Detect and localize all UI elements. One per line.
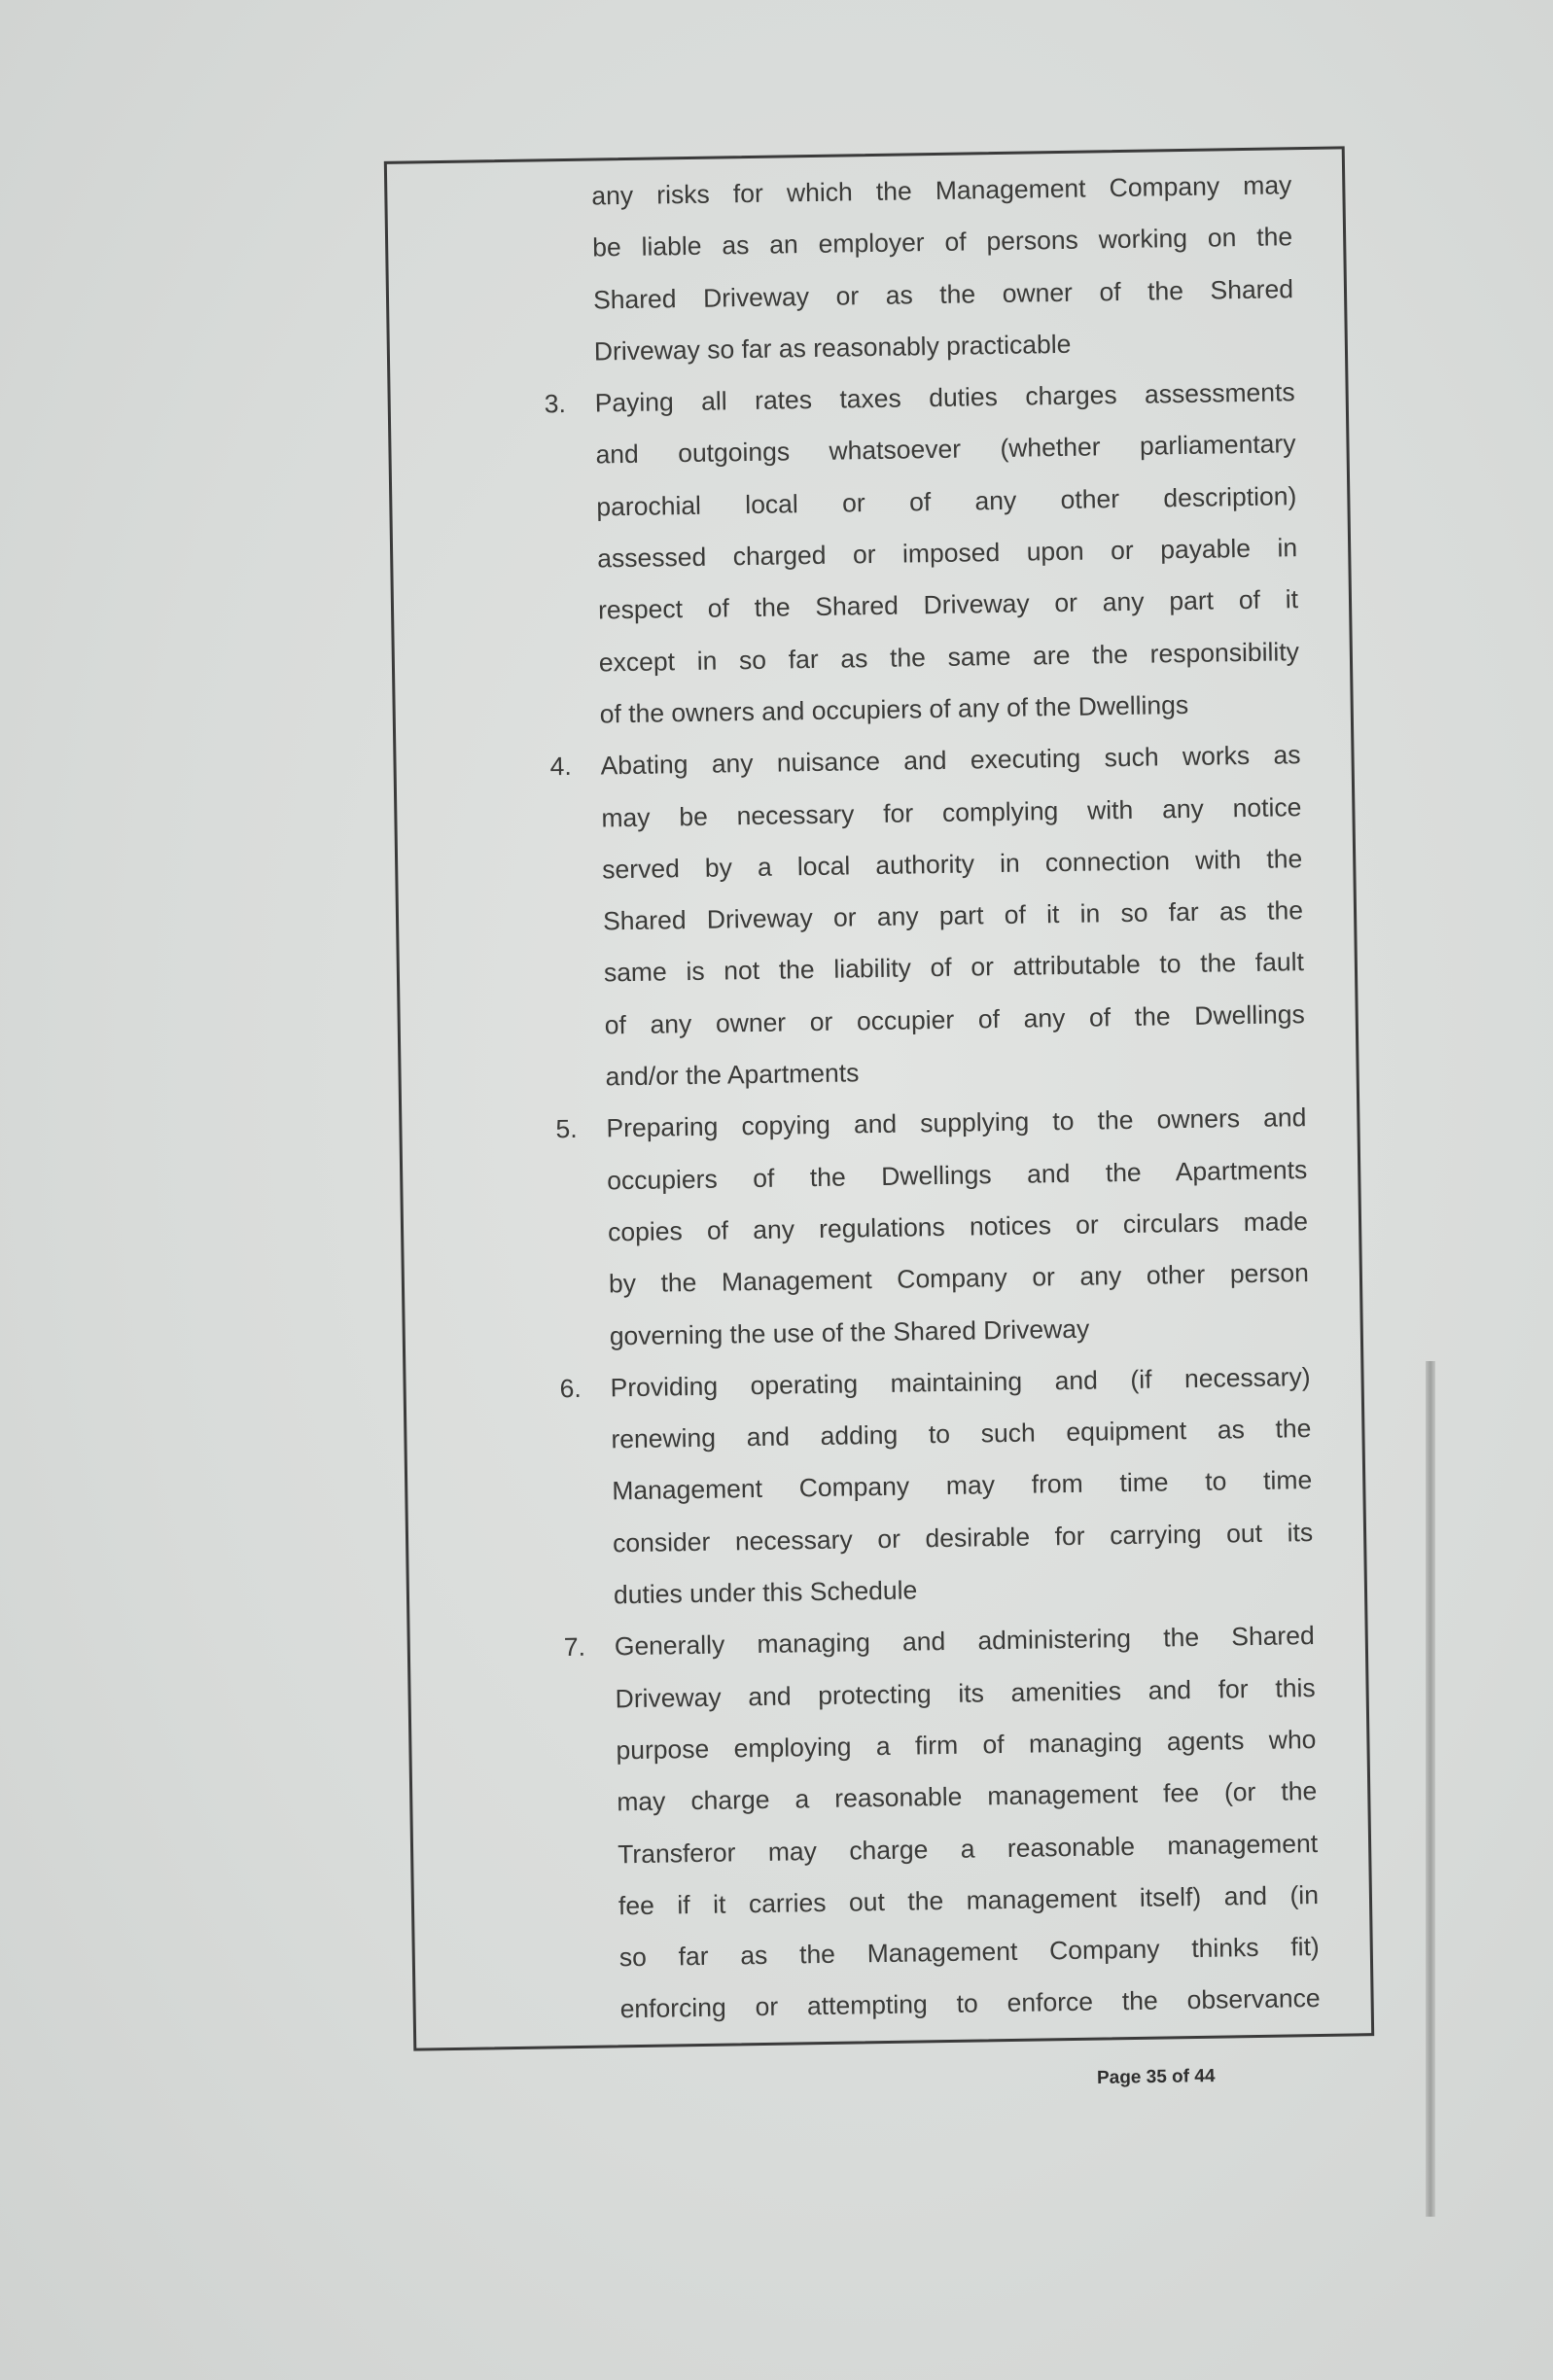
item-number: 7. — [563, 1632, 586, 1662]
list-item-5 — [555, 1092, 1310, 1362]
text-line: be liable as an employer of persons working on the — [591, 222, 1293, 262]
text-line: Shared Driveway or as the owner of the Shared — [592, 273, 1294, 315]
text-line: Abating any nuisance and executing such works as — [600, 740, 1301, 781]
text-line: except in so far as the same are the responsibility — [598, 636, 1300, 678]
text-line: and outgoings whatsoever (whether parliamentary — [595, 429, 1296, 470]
text-line: any risks for which the Management Company may — [591, 170, 1292, 211]
text-line: renewing and adding to such equipment as the — [611, 1414, 1312, 1454]
list-item-6 — [559, 1351, 1314, 1622]
text-line: enforcing or attempting to enforce the observance — [619, 1983, 1321, 2024]
text-line: same is not the liability of or attributable to the fault — [603, 947, 1305, 988]
text-line: fee if it carries out the management itself) and (in — [618, 1879, 1320, 1921]
text-line: Driveway and protecting its amenities and for this — [615, 1672, 1316, 1713]
text-line: parochial local or of any other description) — [596, 480, 1297, 522]
list-item-7 — [563, 1610, 1321, 2036]
text-line: of any owner or occupier of any of the Dwellings — [604, 998, 1305, 1040]
text-line: Shared Driveway or any part of it in so far as the — [602, 895, 1304, 936]
text-line: so far as the Management Company thinks fit) — [618, 1932, 1320, 1973]
text-line: governing the use of the Shared Driveway — [609, 1313, 1090, 1350]
text-frame — [384, 146, 1374, 2050]
text-line: Preparing copying and supplying to the owners and — [606, 1102, 1307, 1143]
page-fold-edge — [1426, 1361, 1435, 2217]
text-line: respect of the Shared Driveway or any part of it — [597, 584, 1299, 625]
text-line: and/or the Apartments — [605, 1058, 860, 1092]
continuation-paragraph — [591, 159, 1294, 377]
page-number: Page 35 of 44 — [1096, 2066, 1216, 2088]
schedule-text — [544, 159, 1321, 2036]
text-line: consider necessary or desirable for carrying out its — [612, 1517, 1314, 1558]
text-line: assessed charged or imposed upon or payable in — [597, 533, 1298, 574]
list-item-3 — [544, 367, 1300, 740]
item-number: 5. — [555, 1114, 578, 1144]
text-line: Paying all rates taxes duties charges assessments — [594, 377, 1295, 418]
text-line: by the Management Company or any other person — [608, 1258, 1310, 1299]
text-line: Providing operating maintaining and (if necessary) — [610, 1361, 1311, 1403]
text-line: of the owners and occupiers of any of the Dwellings — [599, 689, 1189, 729]
text-line: Driveway so far as reasonably practicable — [593, 329, 1072, 367]
item-number: 4. — [549, 752, 572, 782]
text-line: may be necessary for complying with any notice — [601, 791, 1302, 833]
text-line: copies of any regulations notices or circulars made — [607, 1207, 1309, 1247]
text-line: Transferor may charge a reasonable management — [617, 1828, 1319, 1869]
text-line: Generally managing and administering the Shared — [614, 1621, 1315, 1662]
text-line: duties under this Schedule — [613, 1575, 918, 1610]
item-number: 3. — [544, 389, 567, 419]
text-line: Management Company may from time to time — [612, 1465, 1313, 1506]
text-line: purpose employing a firm of managing agents who — [616, 1724, 1317, 1766]
list-item-4 — [549, 729, 1306, 1102]
text-line: may charge a reasonable management fee (or the — [617, 1776, 1318, 1817]
text-line: served by a local authority in connection with the — [602, 843, 1303, 885]
text-line: occupiers of the Dwellings and the Apartments — [607, 1154, 1308, 1196]
item-number: 6. — [559, 1373, 582, 1404]
